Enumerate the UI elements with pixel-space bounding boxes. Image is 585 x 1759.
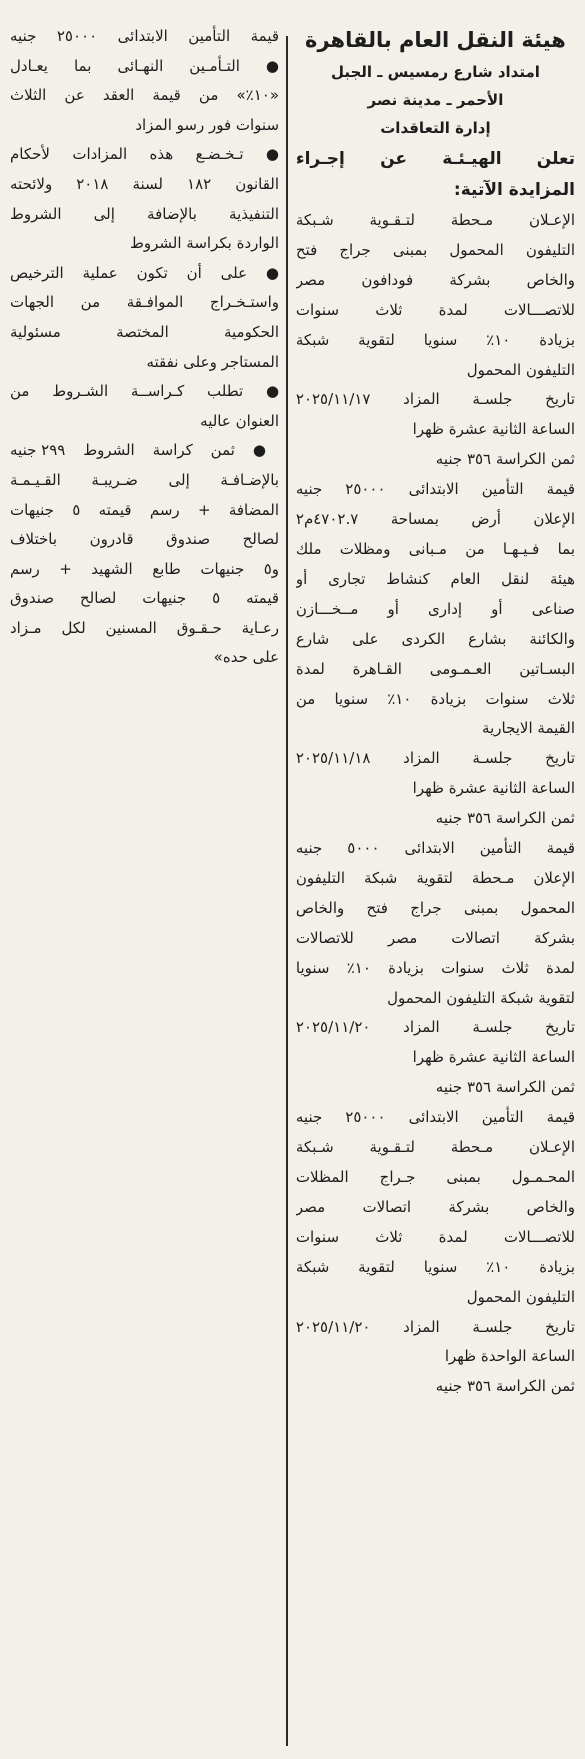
body-line: الإعلان أرض بمساحة ٤٧٠٢.٧م٢ bbox=[295, 510, 575, 529]
right-column-body bbox=[296, 206, 575, 1402]
body-line: الإعـلان مـحطة لتـقـوية شـبكة bbox=[295, 1138, 575, 1157]
body-line: للاتصـــالات لمدة ثلاث سنوات bbox=[295, 1227, 575, 1246]
body-line: بزيادة ١٠٪ سنويا لتقوية شبكة bbox=[295, 1257, 575, 1276]
body-line: المحـمـول بمبنى جـراج المظلات bbox=[295, 1168, 575, 1186]
body-line: صناعى أو إدارى أو مــخـــازن bbox=[295, 599, 575, 618]
left-column bbox=[10, 22, 286, 1747]
body-line: لتقوية شبكة التليفون المحمول bbox=[387, 988, 575, 1007]
body-line: والخاص بشركة فودافون مصر bbox=[295, 270, 575, 289]
announcement-intro bbox=[296, 144, 575, 206]
bullet-item: ● ثمن كراسة الشروط ٢٩٩ جنيه bbox=[10, 441, 280, 460]
body-line: لصالح صندوق قادرون باختلاف bbox=[10, 530, 280, 549]
body-line: الواردة بكراسة الشروط bbox=[130, 234, 280, 253]
auction-time: الساعة الثانية عشرة ظهرا bbox=[412, 779, 575, 798]
initial-deposit: قيمة التأمين الابتدائى ٥٠٠٠ جنيه bbox=[295, 839, 575, 858]
body-line: الحكومية المختصة مسئولية bbox=[10, 322, 280, 341]
body-line: بما فـيـهـا من مـبانى ومظلات ملك bbox=[295, 539, 575, 558]
body-line: التليفون المحمول bbox=[466, 360, 575, 379]
body-line: والخاص بشركة اتصالات مصر bbox=[295, 1197, 575, 1216]
initial-deposit: قيمة التأمين الابتدائى ٢٥٠٠٠ جنيه bbox=[295, 1108, 575, 1127]
body-line: القانون ١٨٢ لسنة ٢٠١٨ ولائحته bbox=[10, 174, 280, 193]
body-line: العنوان عاليه bbox=[200, 411, 280, 430]
booklet-price: ثمن الكراسة ٣٥٦ جنيه bbox=[435, 1078, 575, 1097]
body-line: القيمة الايجارية bbox=[482, 719, 575, 738]
body-line: بالإضـافـة إلى ضـريبـة القـيـمـة bbox=[10, 470, 280, 489]
organization-name: هيئة النقل العام بالقاهرة bbox=[305, 28, 566, 52]
body-line: المحمول بمبنى جراج فتح والخاص bbox=[295, 898, 575, 917]
body-line: المضافة + رسم قيمته ٥ جنيهات bbox=[10, 500, 280, 519]
body-line: رعـاية حـقـوق المسنين لكل مـزاد bbox=[10, 618, 280, 637]
bullet-item: ● تـخـضـع هذه المزادات لأحكام bbox=[10, 145, 280, 164]
address-line-2: الأحمر ـ مدينة نصر bbox=[367, 91, 504, 109]
bullet-item: ● على أن تكون عملية الترخيص bbox=[10, 263, 280, 282]
intro-line: المزايدة الآتية: bbox=[453, 180, 575, 200]
body-line: ثلاث سنوات بزيادة ١٠٪ سنويا من bbox=[295, 689, 575, 708]
body-line: التليفون المحمول bbox=[466, 1287, 575, 1306]
body-line: الإعلان مـحطة لتقوية شبكة التليفون bbox=[295, 868, 575, 887]
body-line: «١٠٪» من قيمة العقد عن الثلاث bbox=[10, 86, 280, 105]
initial-deposit: قيمة التأمين الابتدائى ٢٥٠٠٠ جنيه bbox=[10, 27, 280, 45]
body-line: والكائنة بشارع الكردى على شارع bbox=[295, 629, 575, 648]
ad-header bbox=[296, 22, 575, 142]
auction-date: تاريخ جلسـة المزاد ٢٠٢٥/١١/٢٠ bbox=[295, 1317, 575, 1336]
body-line: واستـخـراج الموافـقة من الجهات bbox=[10, 293, 280, 312]
booklet-price: ثمن الكراسة ٣٥٦ جنيه bbox=[435, 450, 575, 469]
auction-time: الساعة الواحدة ظهرا bbox=[444, 1347, 575, 1366]
booklet-price: ثمن الكراسة ٣٥٦ جنيه bbox=[435, 809, 575, 828]
booklet-price: ثمن الكراسة ٣٥٦ جنيه bbox=[435, 1377, 575, 1396]
column-divider bbox=[286, 36, 288, 1746]
intro-line: تعلن الهيـئـة عن إجـراء bbox=[295, 149, 575, 169]
body-line: هيئة لنقل العام كنشاط تجارى أو bbox=[295, 569, 575, 588]
body-line: بزيادة ١٠٪ سنويا لتقوية شبكة bbox=[295, 330, 575, 349]
auction-date: تاريخ جلسـة المزاد ٢٠٢٥/١١/١٨ bbox=[295, 749, 575, 768]
body-line: و٥ جنيهات طابع الشهيد + رسم bbox=[10, 559, 280, 578]
body-line: المستاجر وعلى نفقته bbox=[146, 352, 280, 371]
body-line: الإعـلان مـحطة لتـقـوية شـبكة bbox=[295, 211, 575, 229]
bullet-item: ● التـأمـين النهـائى بما يعـادل bbox=[10, 56, 280, 75]
body-line: التنفيذية بالإضافة إلى الشروط bbox=[10, 204, 280, 223]
initial-deposit: قيمة التأمين الابتدائى ٢٥٠٠٠ جنيه bbox=[295, 480, 575, 499]
body-line: لمدة ثلاث سنوات بزيادة ١٠٪ سنويا bbox=[295, 958, 575, 977]
body-line: سنوات فور رسو المزاد bbox=[135, 115, 280, 134]
address-line-1: امتداد شارع رمسيس ـ الجبل bbox=[330, 63, 540, 81]
body-line: للاتصـــالات لمدة ثلاث سنوات bbox=[295, 300, 575, 319]
bullet-item: ● تطلب كـراســة الشـروط من bbox=[10, 382, 280, 401]
auction-date: تاريخ جلسـة المزاد ٢٠٢٥/١١/١٧ bbox=[295, 390, 575, 409]
body-line: على حده» bbox=[213, 648, 280, 667]
body-line: التليفون المحمول بمبنى جراج فتح bbox=[295, 240, 575, 259]
auction-time: الساعة الثانية عشرة ظهرا bbox=[412, 420, 575, 439]
auction-time: الساعة الثانية عشرة ظهرا bbox=[412, 1048, 575, 1067]
right-column bbox=[288, 22, 575, 1747]
body-line: بشركة اتصالات مصر للاتصالات bbox=[295, 928, 575, 947]
auction-date: تاريخ جلسـة المزاد ٢٠٢٥/١١/٢٠ bbox=[295, 1018, 575, 1037]
body-line: قيمته ٥ جنيهات لصالح صندوق bbox=[10, 589, 280, 608]
body-line: البسـاتين العـمـومى القـاهرة لمدة bbox=[295, 659, 575, 678]
department-name: إدارة التعاقدات bbox=[380, 119, 491, 137]
